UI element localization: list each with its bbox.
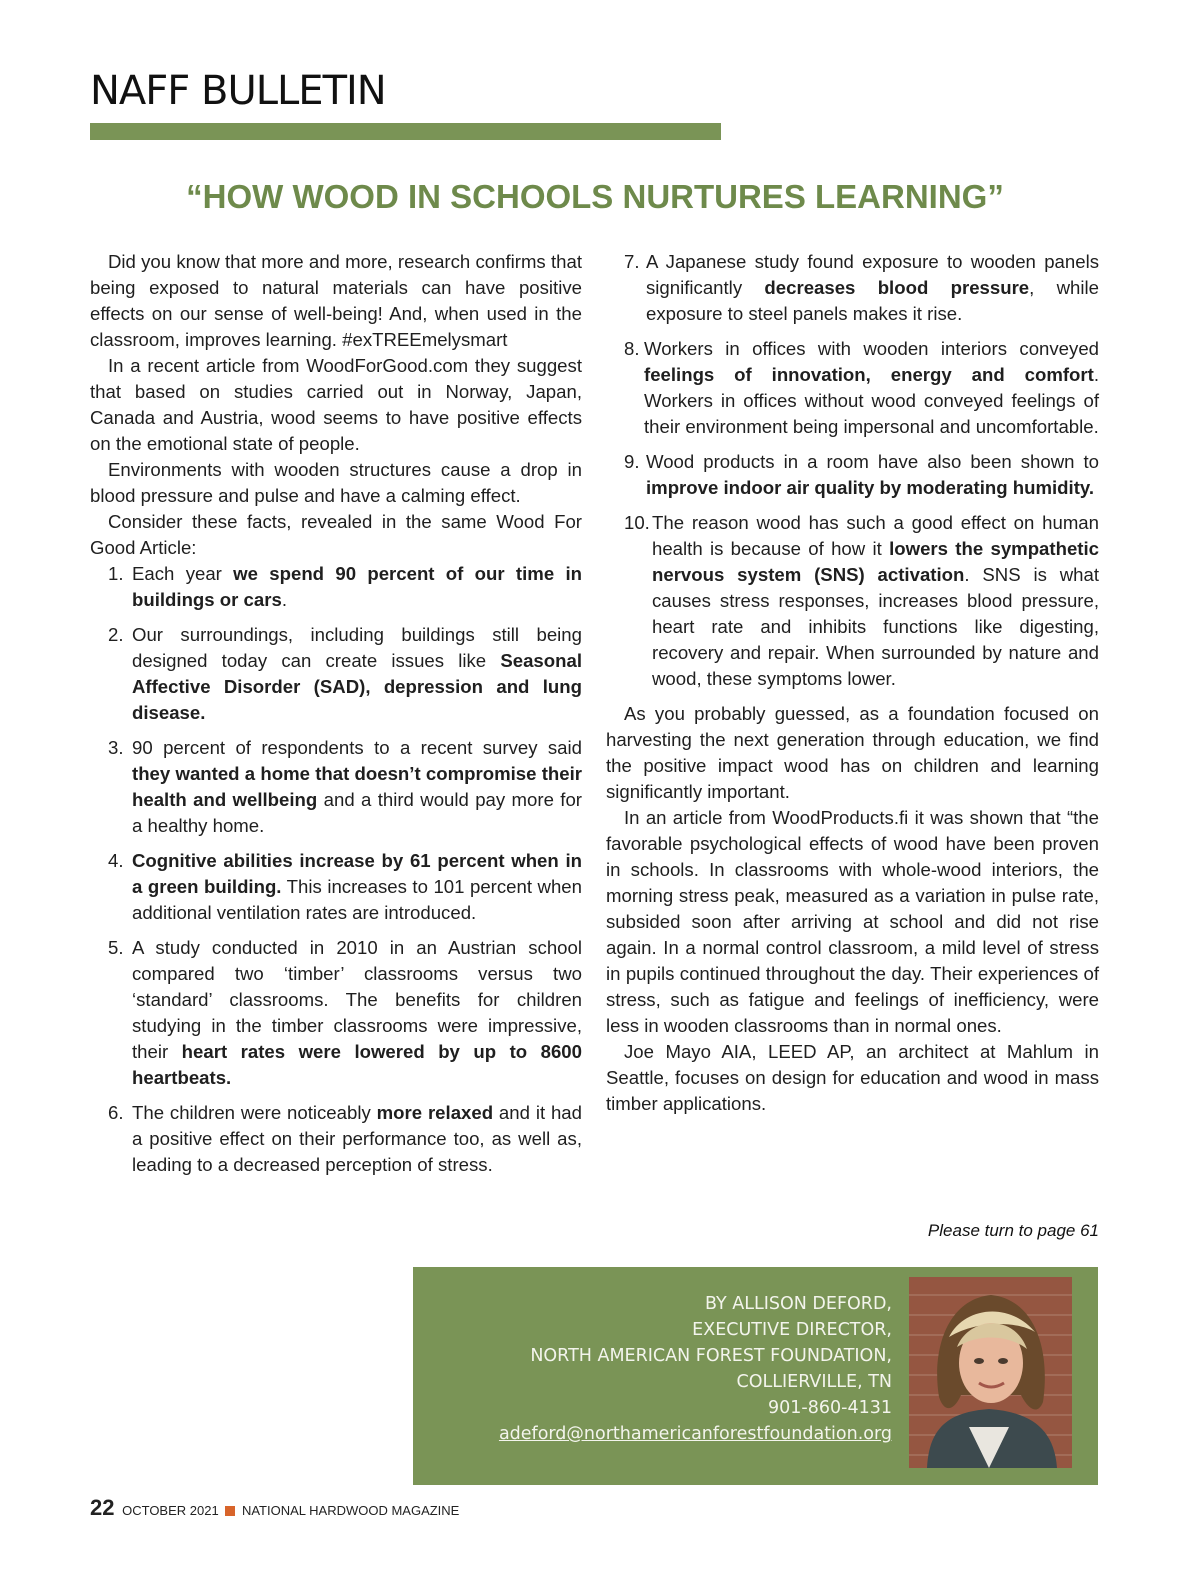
author-portrait <box>909 1277 1072 1468</box>
fact-text: . SNS is what causes stress responses, increases blood pressure, heart rate and inhibits functions like digesting, recovery and repair. When surrounded by nature and wood, these symptoms lower. <box>652 564 1099 689</box>
fact-number: 4. <box>108 850 124 871</box>
closing-paragraph: As you probably guessed, as a foundation focused on harvesting the next generation through education, we find the positive impact wood has on children and learning significantly important. <box>606 703 1099 802</box>
title-rule <box>90 123 721 140</box>
article-column-right <box>606 249 1099 1117</box>
author-byline: BY ALLISON DEFORD, <box>704 1294 892 1314</box>
fact-text: The children were noticeably <box>132 1102 377 1123</box>
author-details <box>499 1291 892 1447</box>
publication-name: NATIONAL HARDWOOD MAGAZINE <box>241 1503 460 1518</box>
fact-item <box>606 336 1099 440</box>
article-column-left <box>90 249 582 1187</box>
fact-item <box>90 935 582 1091</box>
fact-text: Workers in offices with wooden interiors conveyed <box>644 338 1099 359</box>
fact-highlight: improve indoor air quality by moderating humidity. <box>646 477 1095 498</box>
fact-item <box>90 735 582 839</box>
portrait-image <box>909 1277 1072 1468</box>
author-email-link[interactable]: adeford@northamericanforestfoundation.org <box>498 1424 892 1444</box>
fact-text: 90 percent of respondents to a recent survey said <box>132 737 582 758</box>
fact-text: A study conducted in 2010 in an Austrian school compared two ‘timber’ classrooms versus two ‘standard’ classrooms. The benefits for children studying in the timber classrooms were impressive, their <box>132 937 582 1062</box>
fact-item <box>90 848 582 926</box>
fact-highlight: lowers the sympathetic nervous system (SNS) activation <box>652 538 1099 585</box>
fact-number: 9. <box>624 451 640 472</box>
fact-item <box>90 561 582 613</box>
fact-highlight: we spend 90 percent of our time in buildings or cars <box>132 563 582 610</box>
article-headline: “HOW WOOD IN SCHOOLS NURTURES LEARNING” <box>186 178 1004 215</box>
fact-highlight: heart rates were lowered by up to 8600 heartbeats. <box>132 1041 582 1088</box>
fact-number: 8. <box>624 338 640 359</box>
issue-date: OCTOBER 2021 <box>122 1503 219 1518</box>
intro-paragraph: Environments with wooden structures cause a drop in blood pressure and pulse and have a calming effect. <box>90 459 582 506</box>
separator-square-icon <box>225 1506 235 1516</box>
fact-text: , while exposure to steel panels makes it rise. <box>646 277 1099 324</box>
fact-text: . Workers in offices without wood conveyed feelings of their environment being impersonal and uncomfortable. <box>644 364 1099 437</box>
closing-paragraph: In an article from WoodProducts.fi it was shown that “the favorable psychological effects of wood have been proven in schools. In classrooms with whole-wood interiors, the morning stress peak, measured as a variation in pulse rate, subsided soon after arriving at school and did not rise again. In a normal control classroom, a mild level of stress in pupils continued throughout the day. Their experiences of stress, such as fatigue and feelings of inefficiency, were less in wooden classrooms than in normal ones. <box>606 807 1099 1036</box>
fact-highlight: Seasonal Affective Disorder (SAD), depression and lung disease. <box>132 650 582 723</box>
author-box <box>413 1267 1098 1485</box>
facts-list-part-1 <box>90 561 582 1178</box>
fact-item <box>90 1100 582 1178</box>
page-number: 22 <box>90 1495 115 1520</box>
fact-text: and it had a positive effect on their performance too, as well as, leading to a decreased perception of stress. <box>132 1102 582 1175</box>
intro-paragraph: Did you know that more and more, research confirms that being exposed to natural materials can have positive effects on our sense of well-being! And, when used in the classroom, improves learning. #exTREEmelysmart <box>90 251 582 350</box>
fact-number: 3. <box>108 737 124 758</box>
fact-highlight: feelings of innovation, energy and comfort <box>644 364 1094 385</box>
fact-item <box>606 449 1099 501</box>
fact-highlight: decreases blood pressure <box>764 277 1030 298</box>
fact-number: 5. <box>108 937 124 958</box>
fact-item <box>90 622 582 726</box>
fact-number: 10. <box>624 512 650 533</box>
fact-highlight: they wanted a home that doesn’t compromise their health and wellbeing <box>132 763 582 810</box>
fact-number: 2. <box>108 624 124 645</box>
fact-text: . <box>281 589 287 610</box>
facts-list-part-2 <box>606 249 1099 692</box>
continuation-note: Please turn to page 61 <box>927 1221 1099 1240</box>
fact-text: and a third would pay more for a healthy home. <box>132 789 582 836</box>
fact-text: This increases to 101 percent when additional ventilation rates are introduced. <box>132 876 582 923</box>
intro-paragraph: Consider these facts, revealed in the same Wood For Good Article: <box>90 511 582 558</box>
fact-text: The reason wood has such a good effect on human health is because of how it <box>652 512 1099 559</box>
fact-highlight: more relaxed <box>376 1102 494 1123</box>
fact-item <box>606 249 1099 327</box>
fact-text: Each year <box>132 563 234 584</box>
author-title: EXECUTIVE DIRECTOR, <box>692 1320 892 1340</box>
fact-number: 7. <box>624 251 640 272</box>
fact-text: Our surroundings, including buildings still being designed today can create issues like <box>132 624 582 671</box>
fact-text: Wood products in a room have also been shown to <box>646 451 1099 472</box>
fact-item <box>606 510 1099 692</box>
fact-number: 1. <box>108 563 124 584</box>
closing-paragraph: Joe Mayo AIA, LEED AP, an architect at Mahlum in Seattle, focuses on design for education and wood in mass timber applications. <box>606 1041 1099 1114</box>
section-title: NAFF BULLETIN <box>90 68 386 114</box>
author-organization: NORTH AMERICAN FOREST FOUNDATION, <box>530 1346 892 1366</box>
page-footer <box>90 1495 459 1521</box>
fact-text: A Japanese study found exposure to wooden panels significantly <box>646 251 1099 298</box>
intro-paragraph: In a recent article from WoodForGood.com they suggest that based on studies carried out in Norway, Japan, Canada and Austria, wood seems to have positive effects on the emotional state of people. <box>90 355 582 454</box>
fact-number: 6. <box>108 1102 124 1123</box>
author-location: COLLIERVILLE, TN <box>736 1372 892 1392</box>
fact-highlight: Cognitive abilities increase by 61 percent when in a green building. <box>132 850 582 897</box>
author-phone: 901-860-4131 <box>768 1398 892 1418</box>
